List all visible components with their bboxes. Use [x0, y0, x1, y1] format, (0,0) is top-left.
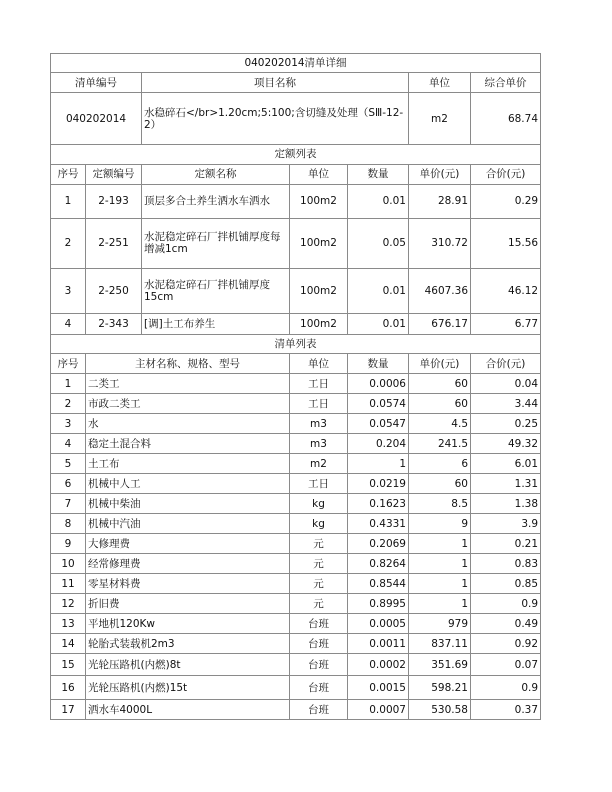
quota-row — [51, 218, 541, 268]
quota-unit: 100m2 — [290, 268, 348, 313]
material-qty: 0.0011 — [348, 634, 409, 654]
material-total: 0.04 — [471, 374, 541, 394]
material-name: 洒水车4000L — [86, 700, 290, 720]
material-row — [51, 454, 541, 474]
material-row — [51, 474, 541, 494]
material-total: 3.9 — [471, 514, 541, 534]
material-no: 17 — [51, 700, 86, 720]
quota-header-no: 序号 — [51, 164, 86, 184]
material-qty: 0.0547 — [348, 414, 409, 434]
quota-name: [调]土工布养生 — [142, 313, 290, 334]
material-no: 15 — [51, 654, 86, 676]
material-no: 4 — [51, 434, 86, 454]
material-no: 16 — [51, 676, 86, 700]
quota-header-code: 定额编号 — [86, 164, 142, 184]
material-header-qty: 数量 — [348, 354, 409, 374]
quota-header-total: 合价(元) — [471, 164, 541, 184]
quota-name: 水泥稳定碎石厂拌机铺厚度每增减1cm — [142, 218, 290, 268]
quota-unit: 100m2 — [290, 184, 348, 218]
material-row — [51, 494, 541, 514]
material-row — [51, 374, 541, 394]
quota-no: 3 — [51, 268, 86, 313]
material-no: 14 — [51, 634, 86, 654]
material-row — [51, 394, 541, 414]
material-qty: 0.0574 — [348, 394, 409, 414]
material-qty: 0.0006 — [348, 374, 409, 394]
material-name: 二类工 — [86, 374, 290, 394]
material-unit: 台班 — [290, 634, 348, 654]
material-name: 经常修理费 — [86, 554, 290, 574]
material-no: 1 — [51, 374, 86, 394]
quota-total: 15.56 — [471, 218, 541, 268]
material-unit: kg — [290, 514, 348, 534]
material-no: 2 — [51, 394, 86, 414]
material-total: 0.85 — [471, 574, 541, 594]
material-price: 1 — [409, 554, 471, 574]
material-row — [51, 554, 541, 574]
material-name: 土工布 — [86, 454, 290, 474]
material-unit: 元 — [290, 594, 348, 614]
material-name: 市政二类工 — [86, 394, 290, 414]
material-header-total: 合价(元) — [471, 354, 541, 374]
material-price: 598.21 — [409, 676, 471, 700]
material-price: 351.69 — [409, 654, 471, 676]
material-no: 5 — [51, 454, 86, 474]
material-unit: 元 — [290, 574, 348, 594]
material-row — [51, 594, 541, 614]
material-qty: 0.0002 — [348, 654, 409, 676]
material-total: 0.9 — [471, 594, 541, 614]
header-unit: 单位 — [409, 73, 471, 93]
material-price: 979 — [409, 614, 471, 634]
material-name: 折旧费 — [86, 594, 290, 614]
material-unit: 台班 — [290, 676, 348, 700]
material-name: 光轮压路机(内燃)8t — [86, 654, 290, 676]
material-total: 49.32 — [471, 434, 541, 454]
material-unit: 元 — [290, 554, 348, 574]
material-name: 平地机120Kw — [86, 614, 290, 634]
material-qty: 0.8544 — [348, 574, 409, 594]
quota-header-qty: 数量 — [348, 164, 409, 184]
material-total: 0.9 — [471, 676, 541, 700]
material-unit: 台班 — [290, 614, 348, 634]
quota-code: 2-343 — [86, 313, 142, 334]
material-qty: 0.1623 — [348, 494, 409, 514]
material-qty: 0.2069 — [348, 534, 409, 554]
material-name: 水 — [86, 414, 290, 434]
material-no: 6 — [51, 474, 86, 494]
material-total: 0.49 — [471, 614, 541, 634]
material-price: 1 — [409, 574, 471, 594]
material-row — [51, 614, 541, 634]
material-header-no: 序号 — [51, 354, 86, 374]
quota-code: 2-250 — [86, 268, 142, 313]
material-total: 0.25 — [471, 414, 541, 434]
quota-unit: 100m2 — [290, 313, 348, 334]
quota-header-unit: 单位 — [290, 164, 348, 184]
material-qty: 0.0219 — [348, 474, 409, 494]
material-price: 837.11 — [409, 634, 471, 654]
item-price: 68.74 — [471, 93, 541, 145]
item-code: 040202014 — [51, 93, 142, 145]
quota-price: 676.17 — [409, 313, 471, 334]
material-no: 7 — [51, 494, 86, 514]
sheet-title: 040202014清单详细 — [51, 54, 541, 73]
quota-code: 2-251 — [86, 218, 142, 268]
material-table — [50, 335, 541, 721]
material-unit: 工日 — [290, 374, 348, 394]
header-code: 清单编号 — [51, 73, 142, 93]
material-row — [51, 414, 541, 434]
material-row — [51, 676, 541, 700]
material-price: 4.5 — [409, 414, 471, 434]
material-qty: 0.8264 — [348, 554, 409, 574]
material-price: 1 — [409, 534, 471, 554]
material-total: 3.44 — [471, 394, 541, 414]
material-no: 9 — [51, 534, 86, 554]
material-unit: 台班 — [290, 654, 348, 676]
material-total: 6.01 — [471, 454, 541, 474]
quota-table — [50, 145, 541, 335]
material-qty: 0.204 — [348, 434, 409, 454]
material-price: 60 — [409, 474, 471, 494]
material-no: 3 — [51, 414, 86, 434]
material-row — [51, 574, 541, 594]
material-no: 13 — [51, 614, 86, 634]
material-name: 轮胎式装载机2m3 — [86, 634, 290, 654]
quota-qty: 0.01 — [348, 268, 409, 313]
material-unit: 台班 — [290, 700, 348, 720]
material-no: 11 — [51, 574, 86, 594]
material-price: 241.5 — [409, 434, 471, 454]
material-name: 机械中人工 — [86, 474, 290, 494]
header-name: 项目名称 — [142, 73, 409, 93]
quota-name: 水泥稳定碎石厂拌机铺厚度15cm — [142, 268, 290, 313]
material-section-title: 清单列表 — [51, 335, 541, 354]
material-row — [51, 634, 541, 654]
material-name: 稳定土混合料 — [86, 434, 290, 454]
material-qty: 1 — [348, 454, 409, 474]
item-table — [50, 53, 541, 145]
quota-no: 2 — [51, 218, 86, 268]
quota-row — [51, 184, 541, 218]
material-name: 大修理费 — [86, 534, 290, 554]
material-price: 60 — [409, 394, 471, 414]
material-unit: kg — [290, 494, 348, 514]
material-total: 1.31 — [471, 474, 541, 494]
material-qty: 0.0007 — [348, 700, 409, 720]
material-total: 0.37 — [471, 700, 541, 720]
material-total: 0.83 — [471, 554, 541, 574]
quota-code: 2-193 — [86, 184, 142, 218]
quota-price: 310.72 — [409, 218, 471, 268]
material-total: 1.38 — [471, 494, 541, 514]
material-qty: 0.0005 — [348, 614, 409, 634]
quota-price: 4607.36 — [409, 268, 471, 313]
material-unit: 工日 — [290, 394, 348, 414]
quota-total: 6.77 — [471, 313, 541, 334]
quota-header-price: 单价(元) — [409, 164, 471, 184]
quota-total: 0.29 — [471, 184, 541, 218]
item-unit: m2 — [409, 93, 471, 145]
material-row — [51, 534, 541, 554]
quota-no: 1 — [51, 184, 86, 218]
quota-section-title: 定额列表 — [51, 145, 541, 164]
material-name: 机械中柴油 — [86, 494, 290, 514]
material-total: 0.21 — [471, 534, 541, 554]
material-header-name: 主材名称、规格、型号 — [86, 354, 290, 374]
material-header-unit: 单位 — [290, 354, 348, 374]
material-qty: 0.4331 — [348, 514, 409, 534]
quota-name: 顶层多合土养生洒水车洒水 — [142, 184, 290, 218]
material-price: 6 — [409, 454, 471, 474]
quota-row — [51, 313, 541, 334]
material-row — [51, 514, 541, 534]
material-price: 530.58 — [409, 700, 471, 720]
material-qty: 0.0015 — [348, 676, 409, 700]
material-name: 光轮压路机(内燃)15t — [86, 676, 290, 700]
material-total: 0.07 — [471, 654, 541, 676]
material-unit: m3 — [290, 434, 348, 454]
quota-total: 46.12 — [471, 268, 541, 313]
material-row — [51, 700, 541, 720]
material-price: 60 — [409, 374, 471, 394]
quota-unit: 100m2 — [290, 218, 348, 268]
material-price: 9 — [409, 514, 471, 534]
quota-qty: 0.01 — [348, 313, 409, 334]
material-row — [51, 434, 541, 454]
material-no: 8 — [51, 514, 86, 534]
item-name: 水稳碎石</br>1.20cm;5:100;含切缝及处理（SⅢ-12-2） — [142, 93, 409, 145]
material-unit: m3 — [290, 414, 348, 434]
material-qty: 0.8995 — [348, 594, 409, 614]
quota-row — [51, 268, 541, 313]
material-no: 10 — [51, 554, 86, 574]
quota-qty: 0.05 — [348, 218, 409, 268]
detail-sheet — [50, 53, 540, 720]
quota-price: 28.91 — [409, 184, 471, 218]
quota-header-name: 定额名称 — [142, 164, 290, 184]
quota-no: 4 — [51, 313, 86, 334]
material-name: 机械中汽油 — [86, 514, 290, 534]
header-price: 综合单价 — [471, 73, 541, 93]
material-unit: m2 — [290, 454, 348, 474]
material-price: 8.5 — [409, 494, 471, 514]
material-header-price: 单价(元) — [409, 354, 471, 374]
material-no: 12 — [51, 594, 86, 614]
material-unit: 元 — [290, 534, 348, 554]
material-price: 1 — [409, 594, 471, 614]
material-name: 零星材料费 — [86, 574, 290, 594]
material-row — [51, 654, 541, 676]
material-total: 0.92 — [471, 634, 541, 654]
material-unit: 工日 — [290, 474, 348, 494]
quota-qty: 0.01 — [348, 184, 409, 218]
